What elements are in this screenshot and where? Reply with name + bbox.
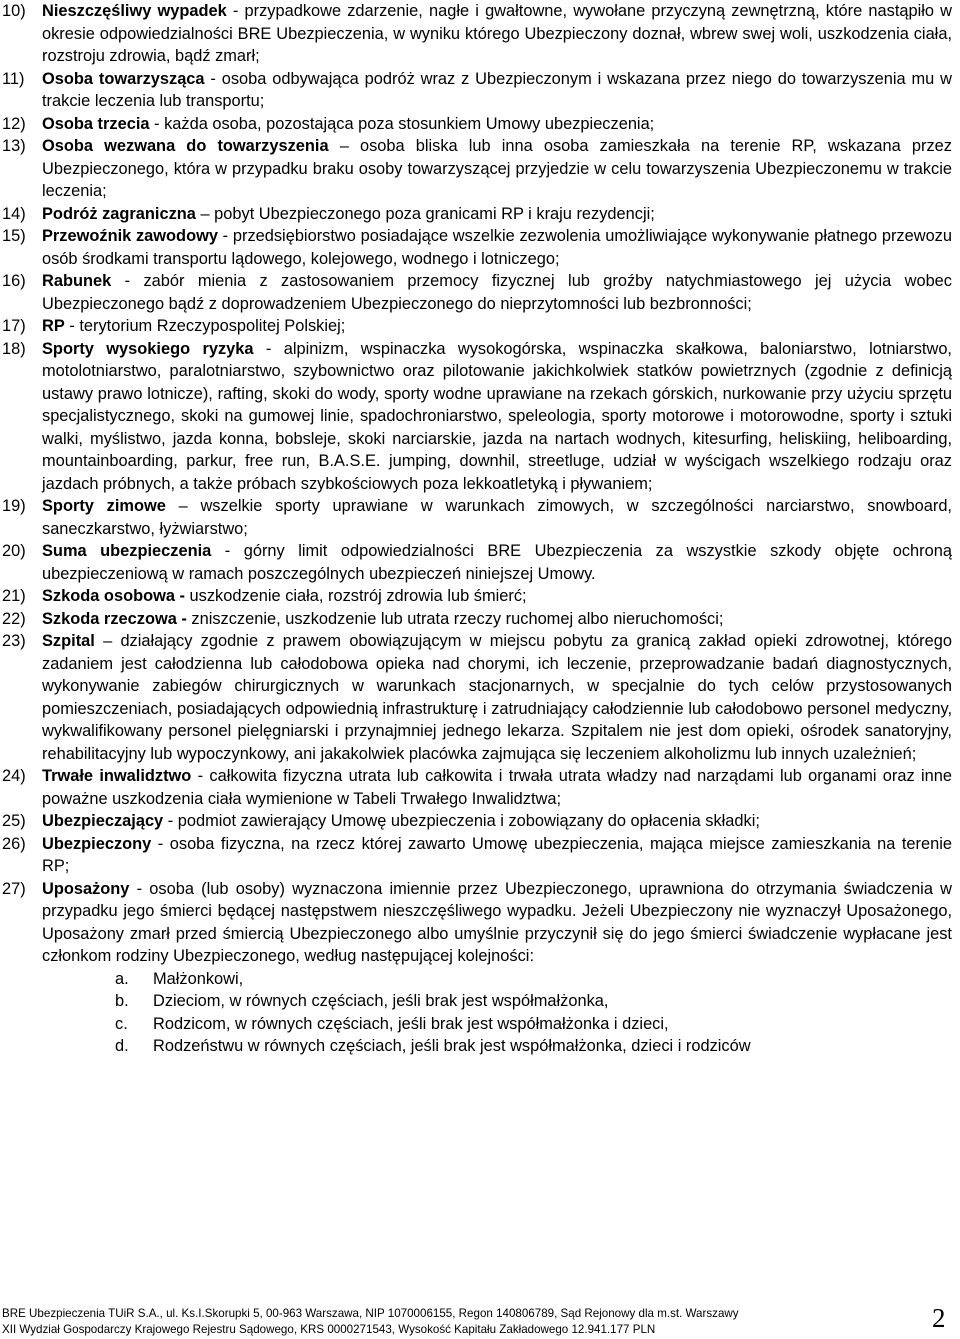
definition-number: 12) [2, 114, 26, 133]
definition-body [42, 878, 952, 968]
definition-item [2, 113, 956, 136]
definition-body [42, 225, 952, 270]
definition-text: – osoba bliska lub inna osoba zamieszkała na terenie RP, wskazana przez Ubezpieczonego, która w przypadku braku osoby towarzyszącej przyjedzie w celu towarzyszenia Ubezpieczonemu w trakcie leczenia; [42, 137, 952, 200]
definition-text: - całkowita fizyczna utrata lub całkowita i trwała utrata władzy nad narządami lub organami oraz inne poważne uszkodzenia ciała wymienione w Tabeli Trwałego Inwalidztwa; [42, 767, 952, 808]
definition-term: Osoba trzecia [42, 114, 150, 133]
definition-number: 13) [2, 137, 26, 155]
definition-item [2, 315, 956, 338]
beneficiary-order-item [2, 1035, 956, 1058]
definition-term: Uposażony [42, 879, 130, 898]
subitem-text: Małżonkowi, [153, 969, 244, 988]
definition-text: – wszelkie sporty uprawiane w warunkach zimowych, w szczególności narciarstwo, snowboard, saneczkarstwo, łyżwiarstwo; [42, 497, 952, 538]
definition-text: – pobyt Ubezpieczonego poza granicami RP i kraju rezydencji; [195, 204, 655, 223]
definition-item [2, 495, 956, 540]
definition-term: Sporty wysokiego ryzyka [42, 339, 254, 358]
definition-item [2, 540, 956, 585]
definition-body [42, 765, 952, 810]
definition-term: Ubezpieczony [42, 834, 152, 853]
definition-text: - przypadkowe zdarzenie, nagłe i gwałtowne, wywołane przyczyną zewnętrzną, które nastąpiło w okresie odpowiedzialności BRE Ubezpieczenia, w wyniku którego Ubezpieczony doznał, wbrew swej woli, uszkodzenia ciała, rozstroju zdrowia, bądź zmarł; [42, 2, 953, 65]
definition-term: Suma ubezpieczenia [42, 542, 212, 560]
definition-text: - osoba fizyczna, na rzecz której zawarto Umowę ubezpieczenia, mająca miejsce zamieszkania na terenie RP; [42, 834, 952, 875]
definition-body [42, 630, 952, 765]
definition-body [42, 270, 952, 315]
definition-body [42, 833, 952, 878]
definition-number: 14) [2, 204, 26, 223]
definition-term: Sporty zimowe [42, 497, 166, 515]
definition-term: RP [42, 317, 65, 335]
definition-body [42, 608, 952, 631]
definition-text: - zabór mienia z zastosowaniem przemocy fizycznej lub groźby natychmiastowego jej użycia wobec Ubezpieczonego bądź z doprowadzeniem Ubezpieczonego do nieprzytomności lub bezbronności; [42, 272, 952, 313]
definition-body [42, 540, 952, 585]
definition-number: 26) [2, 834, 26, 853]
definition-item [2, 135, 956, 203]
definition-text: - górny limit odpowiedzialności BRE Ubezpieczenia za wszystkie szkody objęte ochroną ubezpieczeniową w ramach poszczególnych ubezpieczeń niniejszej Umowy. [42, 542, 952, 583]
definition-number: 24) [2, 767, 26, 785]
definition-body [42, 810, 952, 833]
definition-item [2, 203, 956, 226]
definition-item [2, 338, 956, 496]
definition-body [42, 338, 952, 496]
definition-number: 16) [2, 272, 26, 290]
definition-number: 23) [2, 632, 26, 650]
definition-text: - osoba (lub osoby) wyznaczona imiennie przez Ubezpieczonego, uprawniona do otrzymania świadczenia w przypadku jego śmierci będącej następstwem nieszczęśliwego wypadku. Jeżeli Ubezpieczony nie wyznaczył Uposażonego, Uposażony zmarł przed śmiercią Ubezpieczonego albo umyślnie przyczynił się do jego śmierci świadczenie wypłacane jest członkom rodziny Ubezpieczonego, według następującej kolejności: [42, 879, 952, 965]
definition-term: Podróż zagraniczna [42, 204, 196, 223]
beneficiary-order-item [2, 1013, 956, 1036]
definition-number: 15) [2, 227, 26, 245]
definition-term: Rabunek [42, 272, 112, 290]
definition-text: uszkodzenie ciała, rozstrój zdrowia lub śmierć; [184, 587, 527, 605]
definition-item [2, 0, 956, 68]
definition-number: 22) [2, 609, 26, 628]
definition-text: – działający zgodnie z prawem obowiązującym w miejscu pobytu za granicą zakład opieki zdrowotnej, którego zadaniem jest całodzienna lub całodobowa opieka nad chorymi, ich leczenie, przeprowadzanie badań diagnostycznych, wykonywanie zabiegów chirurgicznych w warunkach stacjonarnych, w specjalnie do tych celów przystosowanych pomieszczeniach, posiadających odpowiednią infrastrukturę i zatrudniający całodziennie lub całodobowo personel medyczny, wykwalifikowany personel pielęgniarski i przynajmniej jednego lekarza. Szpitalem nie jest dom opieki, ośrodek sanatoryjny, rehabilitacyjny lub wypoczynkowy, ani jakakolwiek placówka zajmująca się leczeniem alkoholizmu lub innych uzależnień; [42, 632, 952, 763]
footer [2, 1306, 902, 1338]
definition-number: 20) [2, 542, 26, 560]
definition-term: Nieszczęśliwy wypadek [42, 2, 227, 20]
footer-line-1: BRE Ubezpieczenia TUiR S.A., ul. Ks.I.Skorupki 5, 00-963 Warszawa, NIP 1070006155, Regon 140806789, Sąd Rejonowy dla m.st. Warszawy [2, 1307, 739, 1320]
definition-body [42, 495, 952, 540]
definition-term: Osoba wezwana do towarzyszenia [42, 137, 329, 155]
definition-text: - podmiot zawierający Umowę ubezpieczenia i zobowiązany do opłacenia składki; [163, 812, 760, 830]
definition-number: 17) [2, 317, 26, 335]
definition-item [2, 270, 956, 315]
definition-item [2, 878, 956, 968]
page-number: 2 [932, 1303, 946, 1333]
definition-item [2, 608, 956, 631]
definition-body [42, 135, 952, 203]
definition-number: 27) [2, 879, 26, 898]
definition-number: 10) [2, 2, 26, 20]
definition-term: Szpital [42, 632, 95, 650]
definition-text: - terytorium Rzeczypospolitej Polskiej; [64, 317, 346, 335]
definition-text: - każda osoba, pozostająca poza stosunkiem Umowy ubezpieczenia; [149, 114, 655, 133]
definition-number: 25) [2, 812, 26, 830]
subitem-text: Rodzicom, w równych częściach, jeśli brak jest współmałżonka i dzieci, [153, 1014, 669, 1033]
subitem-letter: c. [115, 1014, 128, 1033]
definition-item [2, 833, 956, 878]
definition-item [2, 68, 956, 113]
definition-term: Trwałe inwalidztwo [42, 767, 192, 785]
definition-body [42, 0, 952, 68]
beneficiary-order-item [2, 990, 956, 1013]
definition-body [42, 315, 952, 338]
definition-item [2, 810, 956, 833]
subitem-letter: a. [115, 969, 129, 988]
definition-text: - przedsiębiorstwo posiadające wszelkie zezwolenia umożliwiające wykonywanie płatnego przewozu osób środkami transportu lądowego, kolejowego, wodnego i lotniczego; [42, 227, 952, 268]
definition-term: Przewoźnik zawodowy [42, 227, 218, 245]
definition-text: - alpinizm, wspinaczka wysokogórska, wspinaczka skałkowa, baloniarstwo, lotniarstwo, motolotniarstwo, paralotniarstwo, szybownictwo oraz pilotowanie jakichkolwiek statków powietrznych (zgodnie z definicją ustawy prawo lotnicze), rafting, skoki do wody, sporty wodne uprawiane na rzekach górskich, nurkowanie przy użyciu sprzętu specjalistycznego, skoki na gumowej linie, spadochroniarstwo, speleologia, sporty motorowe i motorowodne, sporty i sztuki walki, myślistwo, jazda konna, bobsleje, skoki narciarskie, jazda na nartach wodnych, kitesurfing, heliskiing, heliboarding, mountainboarding, parkur, free run, B.A.S.E. jumping, downhil, streetluge, udział w wyścigach wszelkiego rodzaju oraz jazdach próbnych, a także próbach szybkościowych poza lekkoatletyką i pływaniem; [42, 339, 952, 493]
definition-body [42, 585, 952, 608]
subitem-letter: b. [115, 992, 129, 1010]
definition-item [2, 630, 956, 765]
definition-body [42, 113, 952, 136]
definition-text: zniszczenie, uszkodzenie lub utrata rzeczy ruchomej albo nieruchomości; [186, 609, 724, 628]
subitem-letter: d. [115, 1037, 129, 1055]
definition-text: - osoba odbywająca podróż wraz z Ubezpieczonym i wskazana przez niego do towarzyszenia mu w trakcie leczenia lub transportu; [42, 69, 952, 110]
definition-body [42, 68, 952, 113]
definition-term: Ubezpieczający [42, 812, 164, 830]
definition-item [2, 765, 956, 810]
definition-term: Szkoda osobowa - [42, 587, 185, 605]
footer-line-2: XII Wydział Gospodarczy Krajowego Rejestru Sądowego, KRS 0000271543, Wysokość Kapitału Zakładowego 12.941.177 PLN [2, 1323, 656, 1336]
definitions-list [2, 0, 956, 1058]
subitem-text: Rodzeństwu w równych częściach, jeśli brak jest współmałżonka, dzieci i rodziców [153, 1037, 751, 1055]
definition-body [42, 203, 952, 226]
definition-number: 19) [2, 497, 26, 515]
definition-item [2, 225, 956, 270]
definition-number: 18) [2, 339, 26, 358]
subitem-text: Dzieciom, w równych częściach, jeśli brak jest współmałżonka, [153, 992, 609, 1010]
definition-number: 11) [2, 69, 25, 88]
definition-term: Szkoda rzeczowa - [42, 609, 187, 628]
beneficiary-order-item [2, 968, 956, 991]
definition-number: 21) [2, 587, 26, 605]
definition-term: Osoba towarzysząca [42, 69, 205, 88]
definition-item [2, 585, 956, 608]
